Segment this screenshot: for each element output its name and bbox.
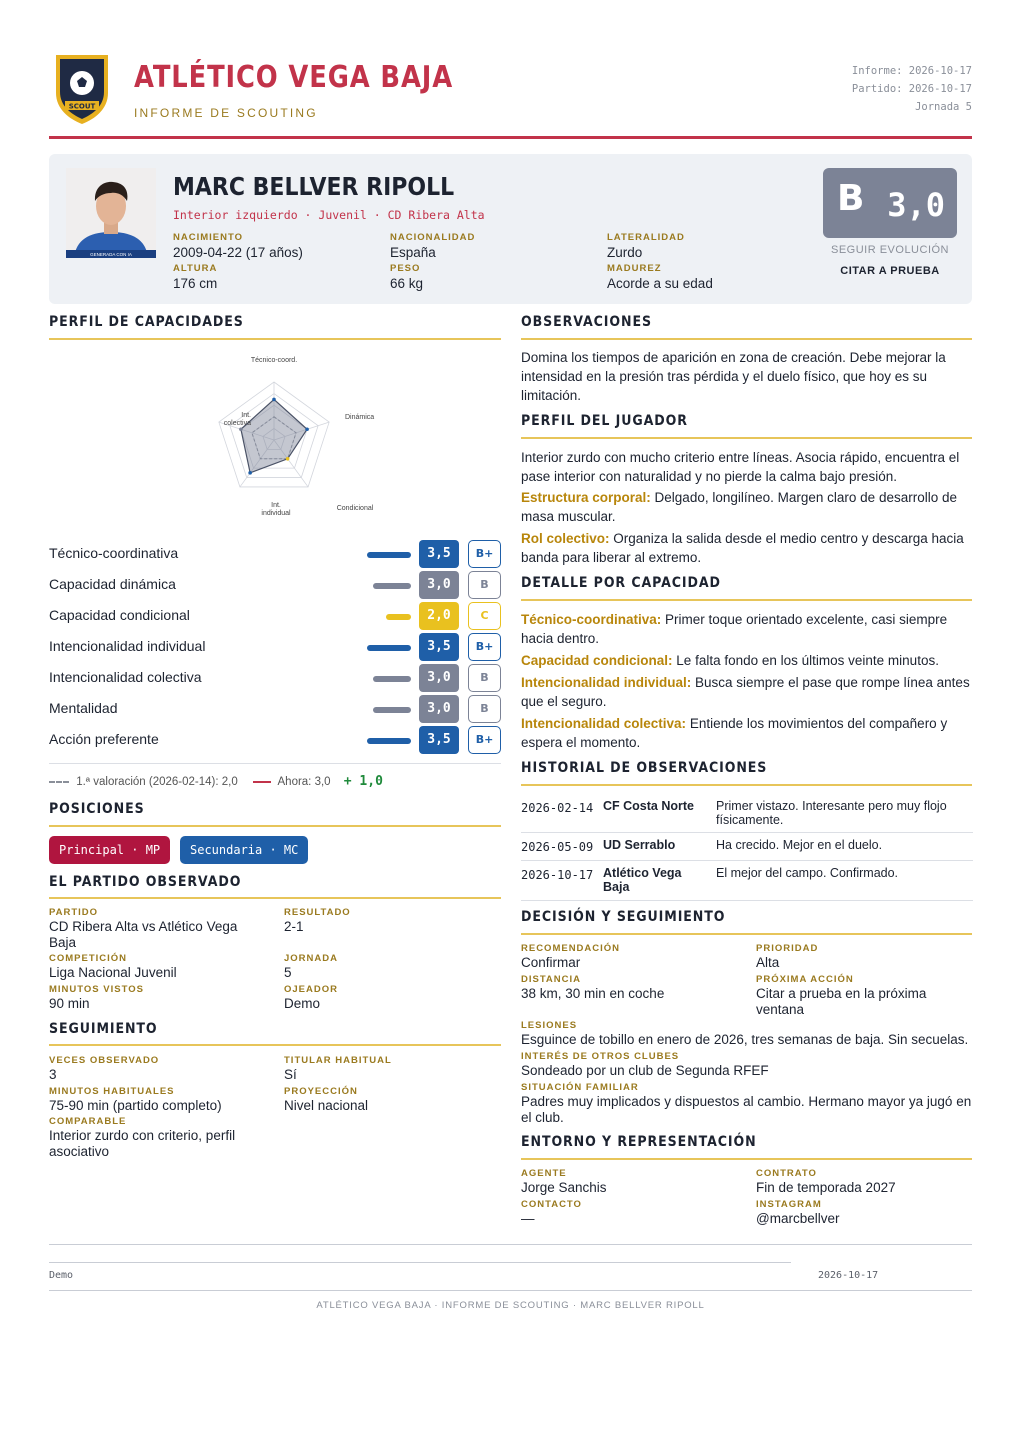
skill-row	[49, 540, 501, 568]
fact-agent: AGENTE Jorge Sanchis	[521, 1168, 607, 1195]
history-title: HISTORIAL DE OBSERVACIONES	[521, 760, 768, 776]
section-divider	[521, 1158, 972, 1160]
skill-value: 2,0	[419, 602, 459, 630]
skill-name: Intencionalidad colectiva	[49, 669, 202, 685]
fact-height: ALTURA 176 cm	[173, 263, 218, 291]
section-divider	[49, 1044, 501, 1046]
footer-divider	[49, 1290, 972, 1291]
match-date: Partido: 2026-10-17	[851, 83, 972, 95]
section-divider	[521, 784, 972, 786]
signature-line	[49, 1262, 791, 1263]
fact-nationality: NACIONALIDAD España	[390, 232, 476, 260]
skill-value: 3,0	[419, 664, 459, 692]
fact-contact: CONTACTO —	[521, 1199, 582, 1226]
fact-comparable: COMPARABLE Interior zurdo con criterio, perfil asociativo	[49, 1116, 236, 1159]
skill-grade: B	[468, 695, 501, 723]
decision-title: DECISIÓN Y SEGUIMIENTO	[521, 909, 726, 925]
radar-label: Int. individual	[261, 502, 291, 517]
skill-grade: B	[468, 664, 501, 692]
detail-collective: Intencionalidad colectiva: Entiende los movimientos del compañero y espera el momento.	[521, 716, 948, 750]
radar-point	[272, 398, 276, 402]
radar-point	[239, 427, 243, 431]
skill-row	[49, 602, 501, 630]
fact-contract: CONTRATO Fin de temporada 2027	[756, 1168, 896, 1195]
skill-name: Técnico-coordinativa	[49, 545, 179, 561]
skill-name: Mentalidad	[49, 700, 118, 716]
primary-position-badge: Principal · MP	[49, 836, 170, 864]
skill-row	[49, 664, 501, 692]
skill-grade: B+	[468, 633, 501, 661]
section-divider	[521, 338, 972, 340]
skill-name: Intencionalidad individual	[49, 638, 206, 654]
section-divider	[49, 825, 501, 827]
capabilities-radar	[179, 352, 375, 522]
skill-bar	[367, 738, 411, 744]
footer-divider	[49, 1244, 972, 1245]
skill-row	[49, 633, 501, 661]
skill-row	[49, 571, 501, 599]
detail-title: DETALLE POR CAPACIDAD	[521, 575, 721, 591]
skill-name: Capacidad condicional	[49, 607, 190, 623]
profile-text: Interior zurdo con mucho criterio entre líneas. Asocia rápido, encuentra el pase interior con naturalidad y no pierde la calma bajo presión.	[521, 450, 960, 484]
radar-label: Técnico-coord.	[250, 357, 298, 364]
observations-text: Domina los tiempos de aparición en zona de creación. Debe mejorar la intensidad en la presión tras pérdida y el duelo físico, que hoy es su limitación.	[521, 350, 946, 403]
fact-competition: COMPETICIÓN Liga Nacional Juvenil	[49, 953, 177, 980]
legend-current-rating: Ahora: 3,0	[277, 776, 331, 788]
club-crest-icon	[53, 53, 111, 125]
history-row: 2026-05-09 UD Serrablo Ha crecido. Mejor en el duelo.	[521, 833, 973, 861]
fact-instagram: INSTAGRAM @marcbellver	[756, 1199, 840, 1226]
history-row: 2026-10-17 Atlético Vega Baja El mejor del campo. Confirmado.	[521, 861, 973, 901]
fact-maturity: MADUREZ Acorde a su edad	[607, 263, 713, 291]
radar-point	[286, 457, 290, 461]
grade-status: SEGUIR EVOLUCIÓN	[830, 244, 950, 256]
history-row: 2026-02-14 CF Costa Norte Primer vistazo. Interesante pero muy flojo físicamente.	[521, 792, 973, 833]
capabilities-title: PERFIL DE CAPACIDADES	[49, 314, 244, 330]
svg-text:SCOUT: SCOUT	[68, 102, 96, 111]
detail-conditional: Capacidad condicional: Le falta fondo en los últimos veinte minutos.	[521, 653, 939, 668]
skill-value: 3,0	[419, 571, 459, 599]
fact-matchday: JORNADA 5	[284, 953, 338, 980]
fact-recommendation: RECOMENDACIÓN Confirmar	[521, 943, 621, 970]
skill-grade: B+	[468, 540, 501, 568]
secondary-position-badge: Secundaria · MC	[180, 836, 308, 864]
skill-bar	[367, 645, 411, 651]
player-role: Interior izquierdo · Juvenil · CD Ribera Alta	[173, 208, 485, 222]
fact-weight: PESO 66 kg	[390, 263, 424, 291]
header-divider	[49, 136, 972, 139]
skill-value: 3,5	[419, 540, 459, 568]
skill-value: 3,5	[419, 726, 459, 754]
fact-scout: OJEADOR Demo	[284, 984, 338, 1011]
fact-other-clubs: INTERÉS DE OTROS CLUBES Sondeado por un club de Segunda RFEF	[521, 1051, 769, 1078]
report-date: Informe: 2026-10-17	[851, 65, 972, 77]
current-rating-line-icon	[253, 781, 271, 783]
overall-grade-badge	[823, 168, 957, 238]
svg-text:GENERADA CON IA: GENERADA CON IA	[90, 252, 132, 257]
skill-name: Capacidad dinámica	[49, 576, 176, 592]
fact-injuries: LESIONES Esguince de tobillo en enero de 2026, tres semanas de baja. Sin secuelas.	[521, 1020, 969, 1047]
radar-label: Int. colectiva	[223, 412, 251, 427]
section-divider	[49, 338, 501, 340]
section-divider	[521, 437, 972, 439]
skill-value: 3,0	[419, 695, 459, 723]
footer-signer: Demo	[49, 1270, 74, 1281]
fact-distance: DISTANCIA 38 km, 30 min en coche	[521, 974, 665, 1001]
player-photo	[66, 168, 156, 258]
skill-grade: B+	[468, 726, 501, 754]
skill-name: Acción preferente	[49, 731, 159, 747]
fact-priority: PRIORIDAD Alta	[756, 943, 819, 970]
profile-title: PERFIL DEL JUGADOR	[521, 413, 688, 429]
radar-label: Condicional	[336, 505, 374, 512]
footer-line: ATLÉTICO VEGA BAJA · INFORME DE SCOUTING · MARC BELLVER RIPOLL	[316, 1300, 705, 1311]
skill-list-divider	[49, 763, 501, 764]
profile-body: Estructura corporal: Delgado, longilíneo. Margen claro de desarrollo de masa muscular.	[521, 490, 957, 524]
fact-match: PARTIDO CD Ribera Alta vs Atlético Vega Baja	[49, 907, 238, 950]
detail-individual: Intencionalidad individual: Busca siempre el pase que rompe línea antes que el seguro.	[521, 675, 970, 709]
grade-value: 3,0	[887, 186, 945, 224]
skill-bar	[386, 614, 411, 620]
matchday: Jornada 5	[915, 101, 972, 113]
fact-usual-minutes: MINUTOS HABITUALES 75-90 min (partido completo)	[49, 1086, 222, 1113]
skill-bar	[373, 676, 411, 682]
skill-bar	[367, 552, 411, 558]
footer-date: 2026-10-17	[818, 1270, 879, 1281]
fact-minutes: MINUTOS VISTOS 90 min	[49, 984, 144, 1011]
player-card	[49, 154, 972, 304]
fact-birth: NACIMIENTO 2009-04-22 (17 años)	[173, 232, 303, 260]
positions-title: POSICIONES	[49, 801, 145, 817]
report-subtitle: INFORME DE SCOUTING	[134, 106, 318, 120]
legend-delta: + 1,0	[343, 774, 383, 789]
profile-role: Rol colectivo: Organiza la salida desde el medio centro y descarga hacia banda para liberar al extremo.	[521, 531, 964, 565]
skill-bar	[373, 707, 411, 713]
skill-row	[49, 695, 501, 723]
section-divider	[49, 897, 501, 899]
skill-grade: B	[468, 571, 501, 599]
fact-laterality: LATERALIDAD Zurdo	[607, 232, 685, 260]
fact-projection: PROYECCIÓN Nivel nacional	[284, 1086, 369, 1113]
player-photo-image	[66, 168, 156, 258]
section-divider	[521, 599, 972, 601]
club-name: ATLÉTICO VEGA BAJA	[134, 60, 454, 95]
skill-value: 3,5	[419, 633, 459, 661]
fact-starter: TITULAR HABITUAL Sí	[284, 1055, 392, 1082]
skill-bar	[373, 583, 411, 589]
progress-legend	[49, 774, 383, 789]
fact-next-action: PRÓXIMA ACCIÓN Citar a prueba en la próxima ventana	[756, 974, 927, 1017]
player-name: MARC BELLVER RIPOLL	[173, 172, 455, 201]
fact-family: SITUACIÓN FAMILIAR Padres muy implicados y dispuestos al cambio. Hermano mayor ya jugó en el club.	[521, 1082, 972, 1125]
skill-grade: C	[468, 602, 501, 630]
agent-title: ENTORNO Y REPRESENTACIÓN	[521, 1134, 757, 1150]
observations-title: OBSERVACIONES	[521, 314, 652, 330]
tracking-title: SEGUIMIENTO	[49, 1021, 158, 1037]
grade-action: CITAR A PRUEBA	[840, 265, 940, 277]
match-title: EL PARTIDO OBSERVADO	[49, 874, 242, 890]
section-divider	[521, 933, 972, 935]
detail-technical: Técnico-coordinativa: Primer toque orientado excelente, casi siempre hacia dentro.	[521, 612, 948, 646]
legend-first-rating: 1.ª valoración (2026-02-14): 2,0	[76, 776, 238, 788]
grade-letter: B	[837, 178, 865, 219]
skill-row	[49, 726, 501, 754]
report-header	[49, 50, 972, 140]
fact-result: RESULTADO 2-1	[284, 907, 351, 934]
first-rating-line-icon	[49, 781, 69, 783]
radar-point	[248, 471, 252, 475]
radar-point	[305, 427, 309, 431]
report-meta	[852, 62, 972, 116]
radar-label: Dinámica	[345, 414, 375, 421]
fact-times-observed: VECES OBSERVADO 3	[49, 1055, 160, 1082]
